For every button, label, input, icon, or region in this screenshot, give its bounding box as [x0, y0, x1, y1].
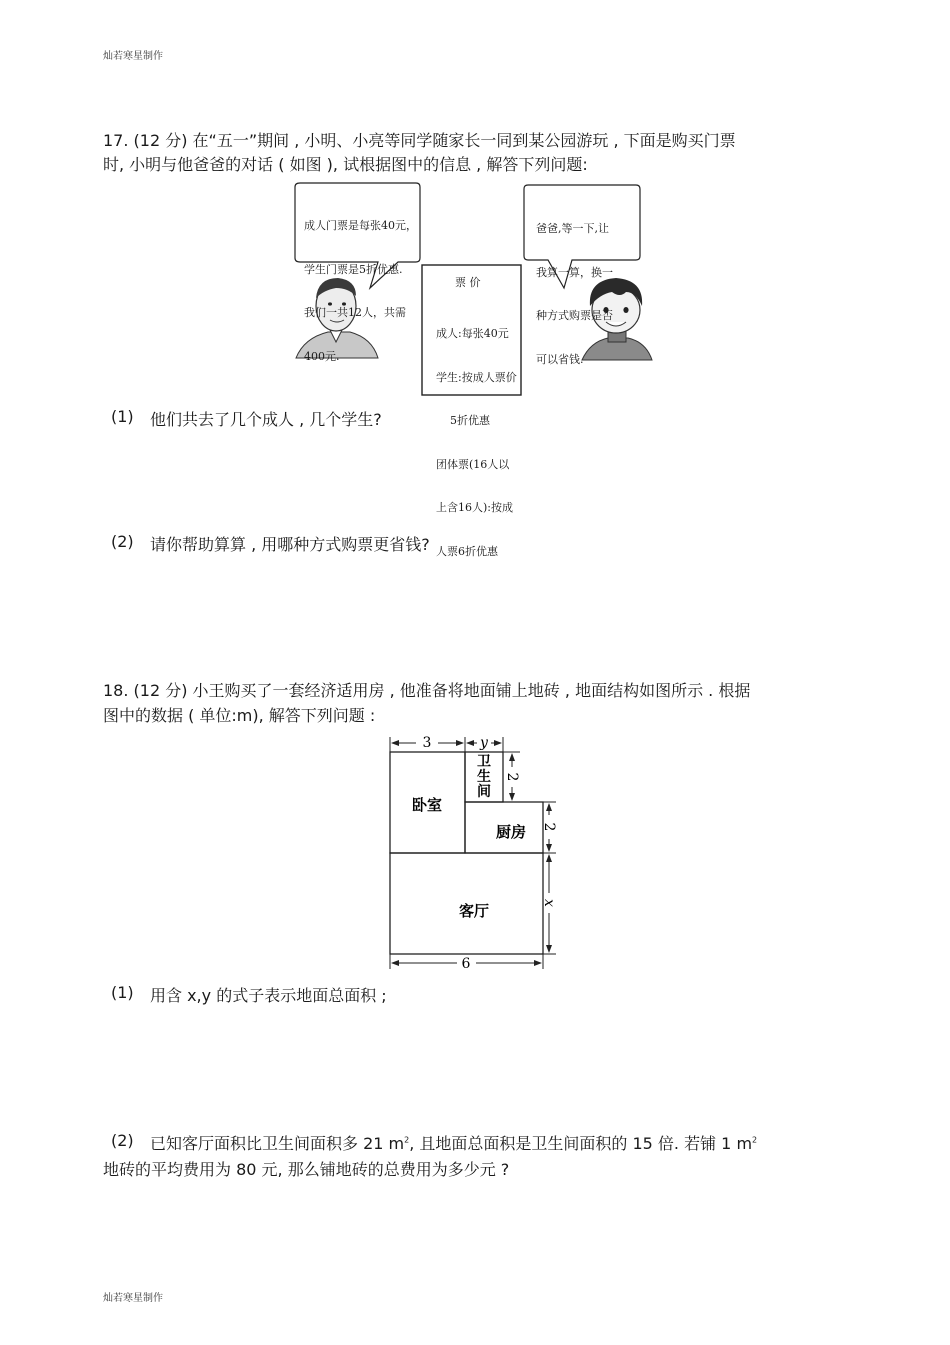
q18-sub2-part-a: 已知客厅面积比卫生间面积多 21 m — [150, 1134, 405, 1153]
dim-label-3: 3 — [422, 735, 432, 751]
price-line: 5折优惠 — [450, 414, 490, 427]
right-bubble-text — [536, 193, 613, 382]
q18-sub2-number: (2) — [111, 1131, 134, 1150]
q18-sub2-part-b: , 且地面总面积是卫生间面积的 15 倍. 若铺 1 m — [409, 1134, 753, 1153]
room-label-bath-1: 卫 — [477, 754, 491, 770]
dim-label-kitchen-2: 2 — [541, 822, 557, 832]
right-bubble-line: 可以省钱. — [536, 352, 584, 366]
dim-label-x: x — [541, 899, 557, 907]
q18-sub1-number: (1) — [111, 983, 134, 1002]
q18-sub2-text — [150, 1131, 757, 1154]
q18-text-line1: 18. (12 分) 小王购买了一套经济适用房 , 他准备将地面铺上地砖 , 地面结构如图所示 . 根据 — [103, 681, 751, 700]
left-bubble-line: 学生门票是5折优惠. — [304, 262, 403, 276]
q18-sub1-text: 用含 x,y 的式子表示地面总面积 ; — [150, 986, 387, 1005]
dim-label-y: y — [480, 735, 488, 751]
left-bubble-line: 成人门票是每张40元， — [304, 219, 417, 232]
price-line: 团体票(16人以 — [436, 457, 510, 471]
q17-sub1-text: 他们共去了几个成人 , 几个学生? — [150, 410, 382, 429]
dim-label-6: 6 — [461, 956, 471, 972]
room-label-bath-3: 间 — [477, 784, 491, 800]
q17-sub2-text: 请你帮助算算 , 用哪种方式购票更省钱? — [150, 535, 430, 554]
left-bubble-line: 400元. — [304, 349, 340, 363]
right-bubble-line: 我算一算，换一 — [536, 265, 613, 279]
square-meter-superscript: 2 — [404, 1135, 410, 1145]
price-line: 人票6折优惠 — [436, 544, 498, 558]
room-label-bedroom: 卧室 — [411, 796, 443, 814]
square-meter-superscript: 2 — [752, 1135, 758, 1145]
left-bubble-text — [304, 190, 417, 379]
price-line: 学生:按成人票价 — [436, 370, 517, 384]
q17-sub1-number: (1) — [111, 407, 134, 426]
page-footer: 灿若寒星制作 — [103, 1293, 163, 1304]
dim-label-bath-2: 2 — [504, 772, 520, 782]
q18-sub2-text-line2: 地砖的平均费用为 80 元, 那么铺地砖的总费用为多少元 ? — [103, 1160, 510, 1179]
price-board-text — [436, 298, 517, 574]
room-label-bath-2: 生 — [477, 769, 491, 785]
q18-text-line2: 图中的数据 ( 单位:m), 解答下列问题 : — [103, 706, 376, 725]
q17-text-line1: 17. (12 分) 在“五一”期间 , 小明、小亮等同学随家长一同到某公园游玩 , 下面是购买门票 — [103, 131, 736, 150]
price-line: 上含16人):按成 — [436, 501, 513, 514]
floor-plan-diagram — [380, 733, 570, 973]
price-board-title: 票 价 — [455, 276, 481, 289]
q17-sub2-number: (2) — [111, 532, 134, 551]
left-bubble-line: 我们一共12人，共需 — [304, 306, 406, 319]
q17-text-line2: 时, 小明与他爸爸的对话 ( 如图 ), 试根据图中的信息 , 解答下列问题: — [103, 155, 588, 174]
right-bubble-line: 种方式购票是否 — [536, 309, 613, 322]
page-header: 灿若寒星制作 — [103, 51, 163, 62]
right-bubble-line: 爸爸,等一下,让 — [536, 222, 609, 235]
room-label-kitchen: 厨房 — [495, 823, 527, 841]
price-line: 成人:每张40元 — [436, 327, 509, 340]
room-label-living: 客厅 — [458, 902, 490, 920]
